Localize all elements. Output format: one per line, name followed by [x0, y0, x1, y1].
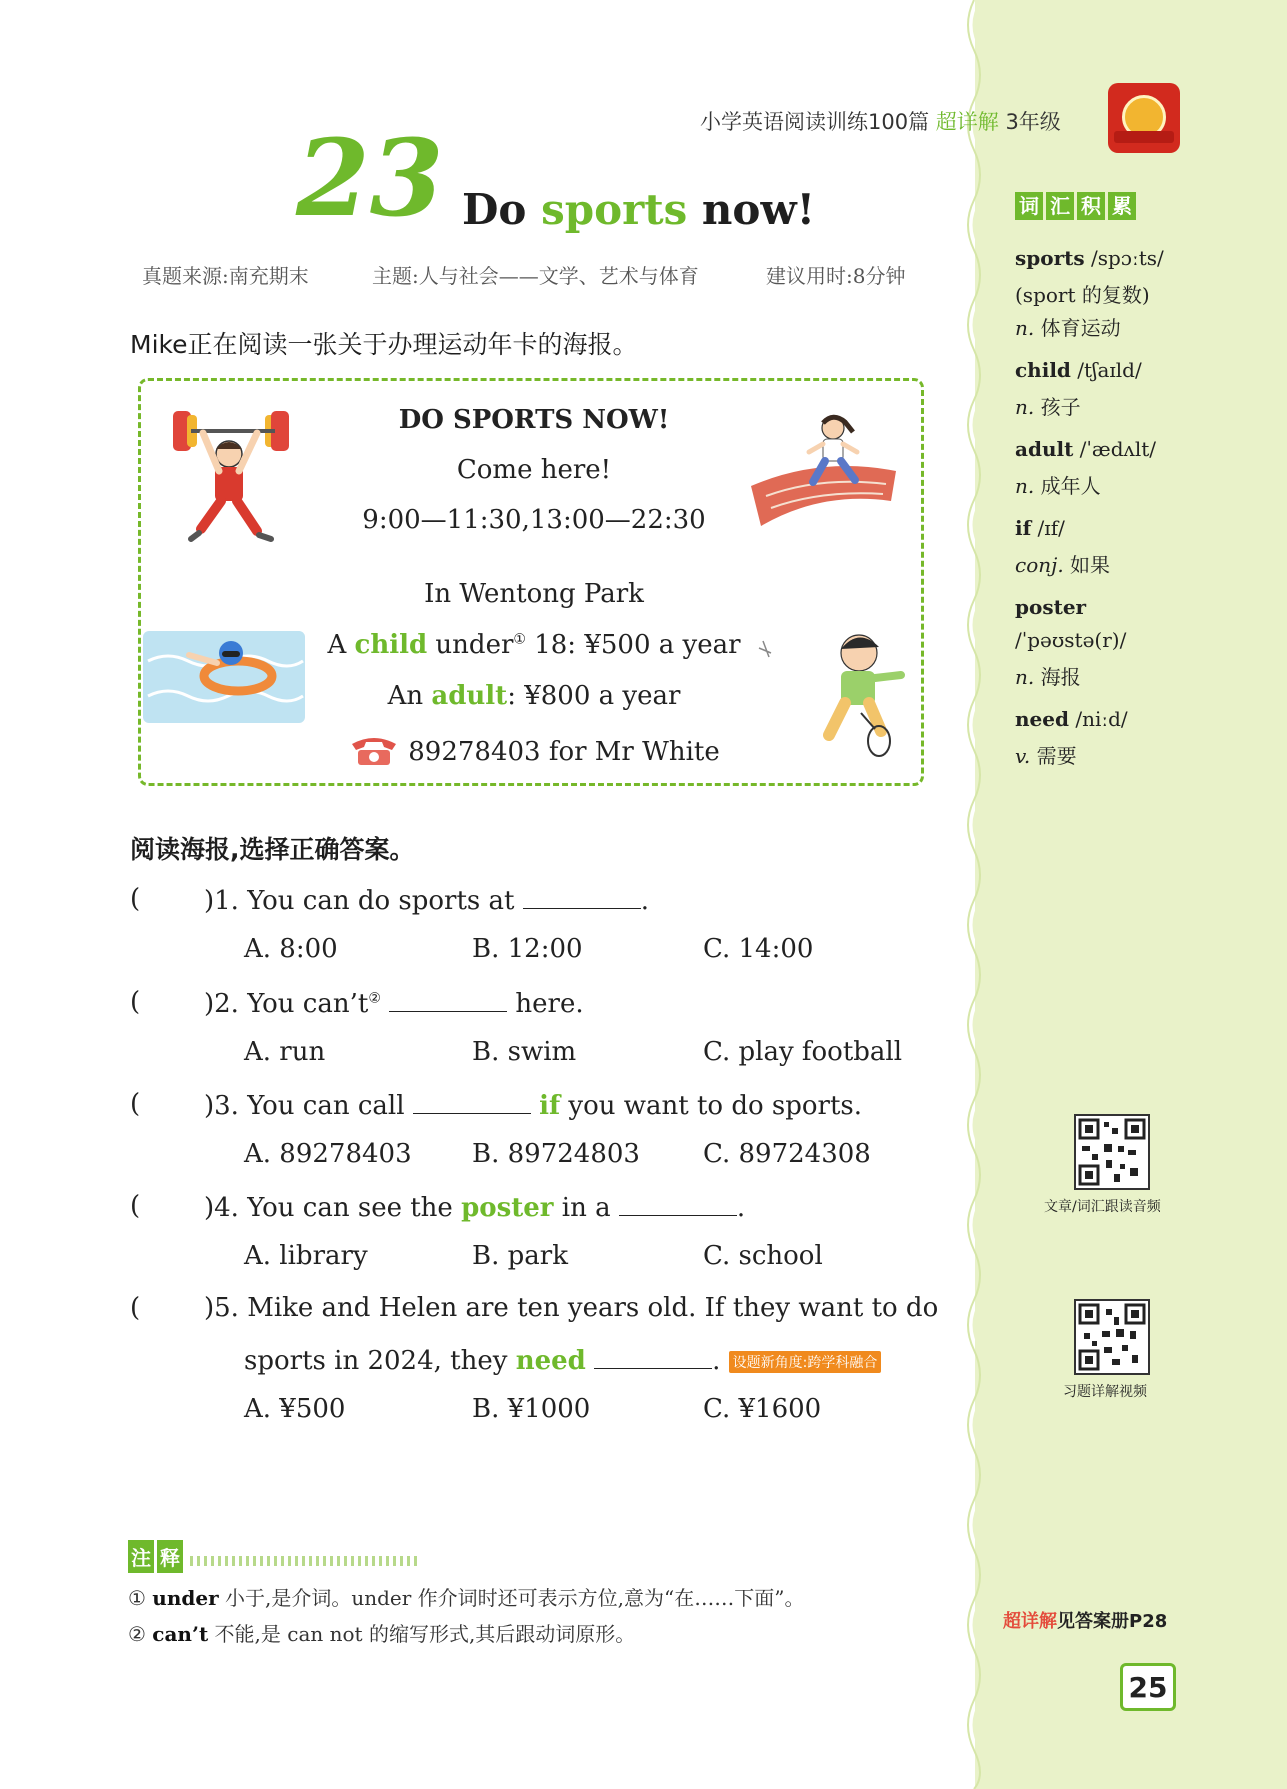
vocab-word-adult [1015, 437, 1156, 461]
vocab-heading-char: 词 [1015, 192, 1043, 220]
answer-reference [1003, 1607, 1167, 1633]
option-a[interactable]: A. 8:00 [244, 934, 338, 964]
question-text: sports in 2024, they [244, 1346, 516, 1376]
keyword-if: if [539, 1091, 561, 1121]
audio-qr-caption: 文章/词汇跟读音频 [1044, 1199, 1161, 1215]
vocab-pos: conj. [1015, 553, 1064, 577]
question-text: you want to do sports. [560, 1091, 863, 1121]
option-c[interactable]: C. ¥1600 [703, 1394, 822, 1424]
note-marker: ① [513, 631, 526, 648]
answer-blank[interactable] [523, 884, 641, 909]
notes-divider [190, 1556, 420, 1566]
poster-come-here: Come here! [456, 455, 612, 485]
keyword-need: need [515, 1346, 586, 1376]
vocab-heading-char: 积 [1077, 192, 1105, 220]
answer-paren[interactable]: ( [130, 1191, 141, 1221]
price-text: under [427, 630, 514, 660]
vocab-heading [1015, 192, 1139, 220]
wavy-border [960, 0, 1000, 1789]
source-label: 真题来源:南充期末 [142, 264, 309, 288]
vocab-meaning: 成年人 [1034, 474, 1101, 498]
phone-text: 89278403 for Mr White [408, 737, 720, 767]
answer-blank[interactable] [619, 1191, 737, 1216]
vocab-ipa: /niːd/ [1068, 707, 1128, 731]
question-text: . [640, 886, 650, 916]
option-b[interactable]: B. ¥1000 [472, 1394, 591, 1424]
vocab-ipa: /ɪf/ [1031, 516, 1065, 540]
note-marker: ② [368, 990, 381, 1007]
vocab-meaning-sports [1015, 312, 1121, 341]
option-b[interactable]: B. 89724803 [472, 1139, 640, 1169]
vocab-meaning-child [1015, 391, 1081, 420]
vocab-ipa: /ˈædʌlt/ [1073, 437, 1156, 461]
vocab-meaning: 需要 [1030, 744, 1077, 768]
vocab-word-child [1015, 358, 1142, 382]
vocab-headword: sports [1015, 246, 1085, 270]
keyword-poster: poster [461, 1193, 554, 1223]
price-text: An [387, 681, 432, 711]
option-b[interactable]: B. swim [472, 1037, 577, 1067]
answer-paren[interactable]: ( [130, 1089, 141, 1119]
price-text: 18: ¥500 a year [525, 630, 741, 660]
note-number: ① [128, 1586, 146, 1610]
vocab-ipa: /spɔːts/ [1084, 246, 1164, 270]
vocab-word-poster [1015, 595, 1086, 619]
poster-place: In Wentong Park [424, 579, 644, 609]
vocab-meaning-adult [1015, 470, 1101, 499]
vocab-meaning: 孩子 [1034, 395, 1081, 419]
question-3 [204, 1089, 862, 1121]
notes-heading [128, 1540, 420, 1573]
title-part: now! [687, 185, 816, 234]
video-qr-caption: 习题详解视频 [1063, 1384, 1147, 1400]
vocab-meaning: 如果 [1063, 553, 1111, 577]
vocab-ipa-poster: /ˈpəʊstə(r)/ [1015, 628, 1127, 652]
book-title [700, 106, 1061, 136]
vocab-word-if [1015, 516, 1065, 540]
note-2 [128, 1618, 635, 1647]
new-angle-tag: 设题新角度:跨学科融合 [729, 1351, 882, 1373]
question-5: )5. Mike and Helen are ten years old. If they want to do [204, 1293, 939, 1323]
keyword-child: child [354, 630, 428, 660]
video-qr-code[interactable] [1074, 1299, 1150, 1375]
note-text: 小于,是介词。under 作介词时还可表示方位,意为“在……下面”。 [218, 1586, 805, 1610]
lesson-number: 23 [296, 115, 444, 240]
poster-phone [141, 734, 927, 767]
vocab-headword: poster [1015, 595, 1087, 619]
answer-paren[interactable]: ( [130, 884, 141, 914]
question-1 [204, 884, 649, 916]
theme-label: 主题:人与社会——文学、艺术与体育 [372, 264, 699, 288]
title-part: Do [462, 185, 542, 234]
question-text: )1. You can do sports at [204, 886, 523, 916]
qr-code-icon [1076, 1301, 1148, 1373]
option-a[interactable]: A. run [244, 1037, 326, 1067]
keyword-adult: adult [431, 681, 508, 711]
question-text: . [712, 1346, 721, 1376]
option-c[interactable]: C. play football [703, 1037, 903, 1067]
vocab-extra-sports: (sport 的复数) [1015, 283, 1150, 307]
option-a[interactable]: A. library [244, 1241, 368, 1271]
vocab-meaning-poster [1015, 661, 1081, 690]
telephone-icon [348, 734, 400, 766]
answer-blank[interactable] [594, 1344, 712, 1369]
option-a[interactable]: A. ¥500 [244, 1394, 346, 1424]
book-title-main: 小学英语阅读训练100篇 [700, 110, 936, 134]
publisher-logo [1108, 83, 1180, 153]
vocab-headword: adult [1015, 437, 1074, 461]
vocab-meaning-if [1015, 549, 1110, 578]
intro-text: Mike正在阅读一张关于办理运动年卡的海报。 [130, 330, 638, 359]
answer-paren[interactable]: ( [130, 1293, 141, 1323]
note-1 [128, 1582, 804, 1611]
poster-child-price [141, 630, 927, 660]
notes-heading-char: 释 [157, 1540, 183, 1573]
vocab-meaning: 体育运动 [1034, 316, 1121, 340]
question-text: )2. You can’t [204, 989, 369, 1019]
option-b[interactable]: B. park [472, 1241, 568, 1271]
book-title-grade: 3年级 [998, 110, 1061, 134]
vocab-headword: if [1015, 516, 1032, 540]
option-c[interactable]: C. 14:00 [703, 934, 814, 964]
vocab-word-need [1015, 707, 1128, 731]
vocab-pos: v. [1015, 744, 1031, 768]
note-number: ② [128, 1622, 146, 1646]
page-number: 25 [1120, 1663, 1176, 1711]
vocab-pos: n. [1015, 474, 1035, 498]
question-text: . [736, 1193, 746, 1223]
answer-paren[interactable]: ( [130, 987, 141, 1017]
question-5-line2 [244, 1344, 881, 1376]
book-title-highlight: 超详解 [935, 110, 999, 134]
vocab-headword: child [1015, 358, 1071, 382]
lesson-title [462, 185, 815, 234]
note-text: 不能,是 can not 的缩写形式,其后跟动词原形。 [208, 1622, 636, 1646]
note-word: can’t [152, 1622, 209, 1646]
question-text: )4. You can see the [204, 1193, 462, 1223]
vocab-pos: n. [1015, 665, 1035, 689]
option-c[interactable]: C. 89724308 [703, 1139, 871, 1169]
vocab-pos: n. [1015, 395, 1035, 419]
time-label: 建议用时:8分钟 [766, 264, 906, 288]
title-highlight: sports [541, 185, 688, 234]
vocab-pos: n. [1015, 316, 1035, 340]
question-text: )3. You can call [204, 1091, 413, 1121]
answer-ref-highlight: 超详解 [1003, 1611, 1057, 1632]
notes-heading-char: 注 [128, 1540, 154, 1573]
vocab-word-sports [1015, 246, 1164, 270]
option-a[interactable]: A. 89278403 [244, 1139, 412, 1169]
section-title: 阅读海报,选择正确答案。 [130, 835, 415, 864]
answer-blank[interactable] [413, 1089, 531, 1114]
qr-code-icon [1076, 1116, 1148, 1188]
poster-adult-price [141, 681, 927, 711]
vocab-heading-char: 汇 [1046, 192, 1074, 220]
option-c[interactable]: C. school [703, 1241, 823, 1271]
poster-heading: DO SPORTS NOW! [398, 405, 670, 435]
question-4 [204, 1191, 745, 1223]
answer-blank[interactable] [389, 987, 507, 1012]
note-word: under [152, 1586, 219, 1610]
vocab-headword: need [1015, 707, 1069, 731]
vocab-ipa: /tʃaɪld/ [1070, 358, 1142, 382]
vocab-meaning-need [1015, 740, 1077, 769]
question-2 [204, 987, 584, 1019]
option-b[interactable]: B. 12:00 [472, 934, 583, 964]
price-text: A [327, 630, 355, 660]
vocab-meaning: 海报 [1034, 665, 1081, 689]
logo-ribbon [1114, 131, 1174, 143]
audio-qr-code[interactable] [1074, 1114, 1150, 1190]
price-text: : ¥800 a year [507, 681, 681, 711]
answer-ref-text: 见答案册P28 [1057, 1611, 1168, 1632]
question-text: here. [507, 989, 584, 1019]
vocab-heading-char: 累 [1108, 192, 1136, 220]
poster-hours: 9:00—11:30,13:00—22:30 [362, 505, 706, 535]
sports-poster [138, 378, 924, 786]
question-text: in a [553, 1193, 619, 1223]
